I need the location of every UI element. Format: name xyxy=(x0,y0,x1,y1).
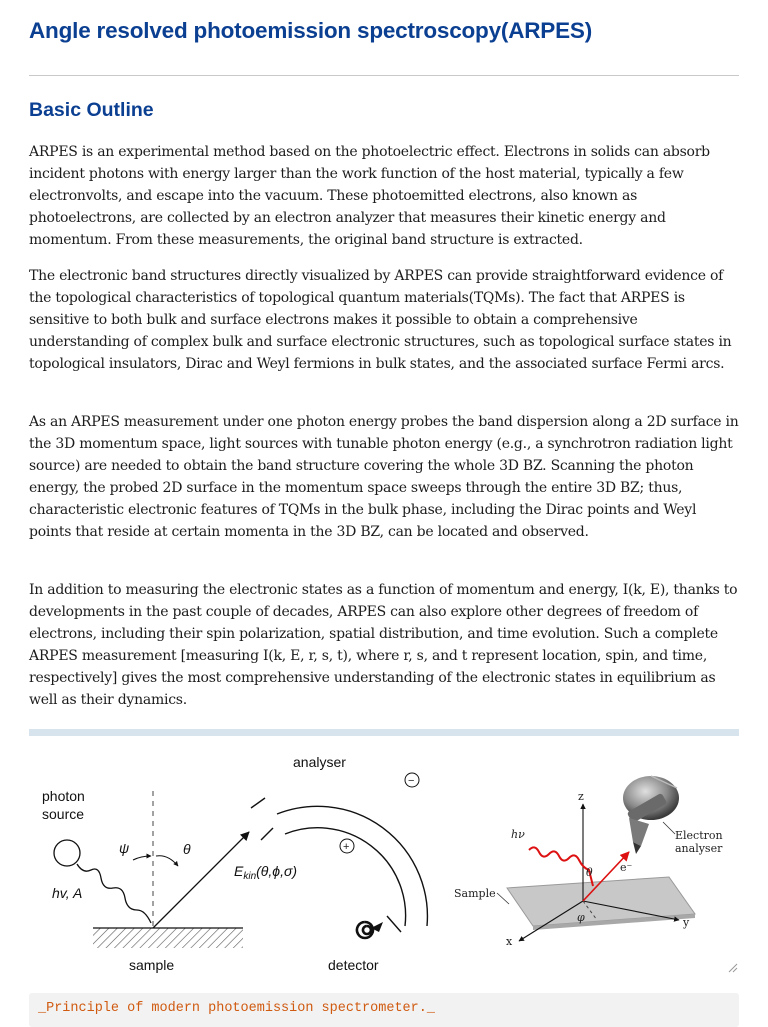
electron-trajectory xyxy=(153,832,249,928)
electron-label: e⁻ xyxy=(620,861,633,874)
plus-label: + xyxy=(343,841,350,853)
resize-grip-icon[interactable] xyxy=(729,964,737,972)
theta-arc xyxy=(156,856,178,866)
ekin-label: $E_{kin}(\theta,\phi,\sigma)$ xyxy=(234,863,298,882)
theta-label: θ xyxy=(183,841,191,857)
photon-source-icon xyxy=(54,840,80,866)
paragraph-1: ARPES is an experimental method based on the photoelectric effect. Electrons in solids can absorb incident photons with energy larger than the work function of the host material, typically a few electronvolts, and escape into the vacuum. These photoemitted electrons, also known as photoelectrons, are collected by an electron analyzer that measures their kinetic energy and momentum. From these measurements, the original band structure is extracted. xyxy=(29,144,710,248)
y-axis-label: y xyxy=(683,916,690,929)
page-title: Angle resolved photoemission spectroscopy(ARPES) xyxy=(29,18,593,43)
photon-source-label-1: photon xyxy=(42,788,85,804)
psi-label: ψ xyxy=(119,840,130,856)
electron-analyser-label-2: analyser xyxy=(675,842,723,855)
sample-3d-pointer xyxy=(497,893,509,904)
electron-analyser-icon xyxy=(623,776,679,854)
theta-3d-label: θ xyxy=(586,866,593,879)
incoming-photon-wave xyxy=(77,864,151,923)
phi-3d-label: φ xyxy=(577,911,585,924)
psi-arc xyxy=(133,856,151,860)
analyser-label: analyser xyxy=(293,754,346,770)
sample-hatch xyxy=(93,928,243,948)
sample-label: sample xyxy=(129,957,175,973)
x-axis-label: x xyxy=(506,935,513,948)
arpes-figure xyxy=(29,729,739,974)
entrance-slit-right xyxy=(261,828,273,840)
detector-label: detector xyxy=(328,957,379,973)
analyser-pointer xyxy=(663,822,675,834)
arpes-diagram xyxy=(29,736,739,974)
sample-3d-label: Sample xyxy=(454,887,496,900)
detector-icon xyxy=(357,922,373,938)
photon-source-label-2: source xyxy=(42,806,85,822)
entrance-slit-left xyxy=(251,798,265,808)
paragraph-2: The electronic band structures directly visualized by ARPES can provide straightforward evidence of the topological characteristics of topological quantum materials(TQMs). The fact that ARPES is sensitive to both bulk and surface electrons makes it possible to obtain a comprehensive understanding of complex bulk and surface electronic structures, such as topological surface states in topological insulators, Dirac and Weyl fermions in bulk states, and the associated surface Fermi arcs. xyxy=(29,268,732,372)
figure-caption-text: _Principle of modern photoemission spectrometer._ xyxy=(38,1001,435,1016)
paragraph-4: In addition to measuring the electronic states as a function of momentum and energy, I(k, E), thanks to developments in the past couple of decades, ARPES can also explore other degrees of freedom of electrons, including their spin polarization, spatial distribution, and time evolution. Such a complete ARPES measurement [measuring I(k, E, r, s, t), where r, s, and t represent location, spin, and time, respectively] gives the most comprehensive understanding of the electronic states in equilibrium as well as their dynamics. xyxy=(29,582,738,708)
detector-slit xyxy=(387,916,401,932)
hv-a-label: hv, A xyxy=(52,885,83,901)
z-axis-label: z xyxy=(578,790,584,803)
title-divider xyxy=(29,75,739,76)
paragraph-3: As an ARPES measurement under one photon energy probes the band dispersion along a 2D surface in the 3D momentum space, light sources with tunable photon energy (e.g., a synchrotron radiation light source) are needed to obtain the band structure covering the whole 3D BZ. Scanning the photon energy, the probed 2D surface in the momentum space sweeps through the entire 3D BZ; thus, characteristic electronic features of TQMs in the bulk phase, including the Dirac points and Weyl points that reside at certain momenta in the 3D BZ, can be located and observed. xyxy=(29,414,739,540)
electron-analyser-label-1: Electron xyxy=(675,829,723,842)
minus-label: − xyxy=(408,775,415,787)
hv-3d-label: hν xyxy=(511,828,525,841)
figure-caption xyxy=(29,993,739,1027)
section-heading: Basic Outline xyxy=(29,99,154,121)
